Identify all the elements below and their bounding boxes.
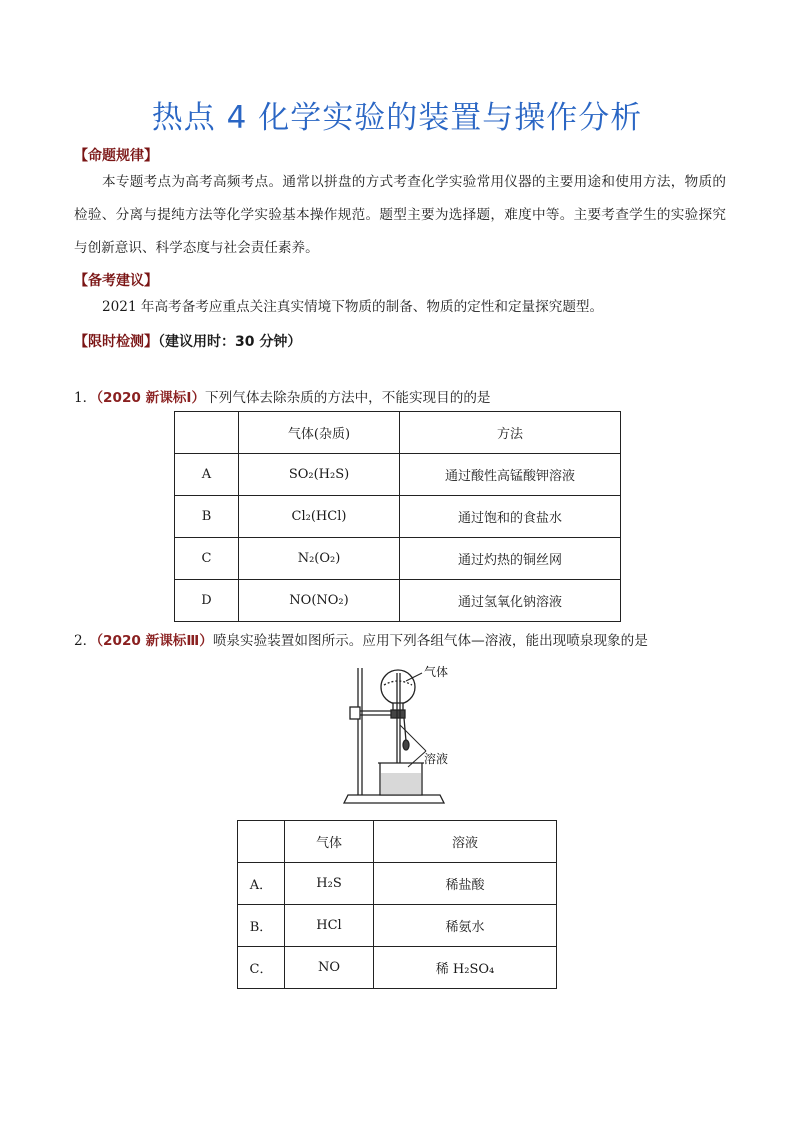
law-heading: 【命题规律】	[74, 148, 158, 164]
stand-base	[344, 795, 444, 803]
row-method: 通过酸性高锰酸钾溶液	[400, 454, 621, 496]
row-gas: Cl₂(HCl)	[239, 496, 400, 538]
question-1-stem: 下列气体去除杂质的方法中，不能实现目的的是	[205, 390, 491, 406]
test-time: （建议用时：30 分钟）	[158, 334, 302, 350]
row-method: 通过饱和的食盐水	[400, 496, 621, 538]
table-header-cell	[238, 821, 285, 863]
row-label: D	[175, 580, 239, 622]
round-bottom-flask	[381, 670, 415, 704]
row-gas: N₂(O₂)	[239, 538, 400, 580]
test-heading-label: 【限时检测】	[74, 334, 158, 350]
advice-heading: 【备考建议】	[74, 273, 158, 289]
solution-liquid	[381, 773, 421, 794]
table-header-cell: 气体	[285, 821, 374, 863]
row-gas: HCl	[285, 905, 374, 947]
question-1-number: 1．	[74, 390, 97, 406]
row-label: A．	[238, 863, 285, 905]
table-header-cell: 溶液	[374, 821, 557, 863]
advice-paragraph: 2021 年高考备考应重点关注真实情境下物质的制备、物质的定性和定量探究题型。	[102, 299, 604, 315]
row-solution: 稀 H₂SO₄	[374, 947, 557, 989]
row-gas: NO(NO₂)	[239, 580, 400, 622]
question-2-number: 2．	[74, 633, 97, 649]
row-label: A	[175, 454, 239, 496]
table-row	[175, 580, 621, 622]
table-row	[238, 947, 557, 989]
table-row	[175, 538, 621, 580]
row-solution: 稀氨水	[374, 905, 557, 947]
table-row	[175, 454, 621, 496]
row-label: C	[175, 538, 239, 580]
stopper	[391, 710, 405, 718]
row-gas: SO₂(H₂S)	[239, 454, 400, 496]
figure-label-gas: 气体	[424, 665, 449, 679]
table-row	[238, 905, 557, 947]
row-method: 通过灼热的铜丝网	[400, 538, 621, 580]
row-method: 通过氢氧化钠溶液	[400, 580, 621, 622]
question-1-source: （2020 新课标Ⅰ）	[96, 390, 206, 406]
question-2-stem: 喷泉实验装置如图所示。应用下列各组气体—溶液，能出现喷泉现象的是	[212, 633, 648, 649]
row-gas: H₂S	[285, 863, 374, 905]
row-label: B	[175, 496, 239, 538]
row-solution: 稀盐酸	[374, 863, 557, 905]
table-row	[175, 496, 621, 538]
question-2-table	[237, 820, 557, 989]
table-row	[238, 863, 557, 905]
question-1-table	[174, 411, 621, 622]
page-title: 热点 4 化学实验的装置与操作分析	[151, 100, 643, 136]
fountain-apparatus-figure	[338, 663, 488, 811]
table-header-row	[175, 412, 621, 454]
test-heading	[74, 331, 301, 351]
table-header-cell	[175, 412, 239, 454]
figure-label-solution: 溶液	[424, 752, 449, 766]
row-gas: NO	[285, 947, 374, 989]
table-header-row	[238, 821, 557, 863]
question-2-source: （2020 新课标Ⅲ）	[96, 633, 213, 649]
table-header-cell: 气体(杂质)	[239, 412, 400, 454]
law-paragraph: 本专题考点为高考高频考点。通常以拼盘的方式考查化学实验常用仪器的主要用途和使用方法，物质的检验、分离与提纯方法等化学实验基本操作规范。题型主要为选择题，难度中等。主要考查学生的实验探究与创新意识、科学态度与社会责任素养。	[74, 174, 726, 256]
table-header-cell: 方法	[400, 412, 621, 454]
row-label: B．	[238, 905, 285, 947]
question-1	[74, 386, 491, 406]
question-2	[74, 629, 648, 649]
row-label: C．	[238, 947, 285, 989]
